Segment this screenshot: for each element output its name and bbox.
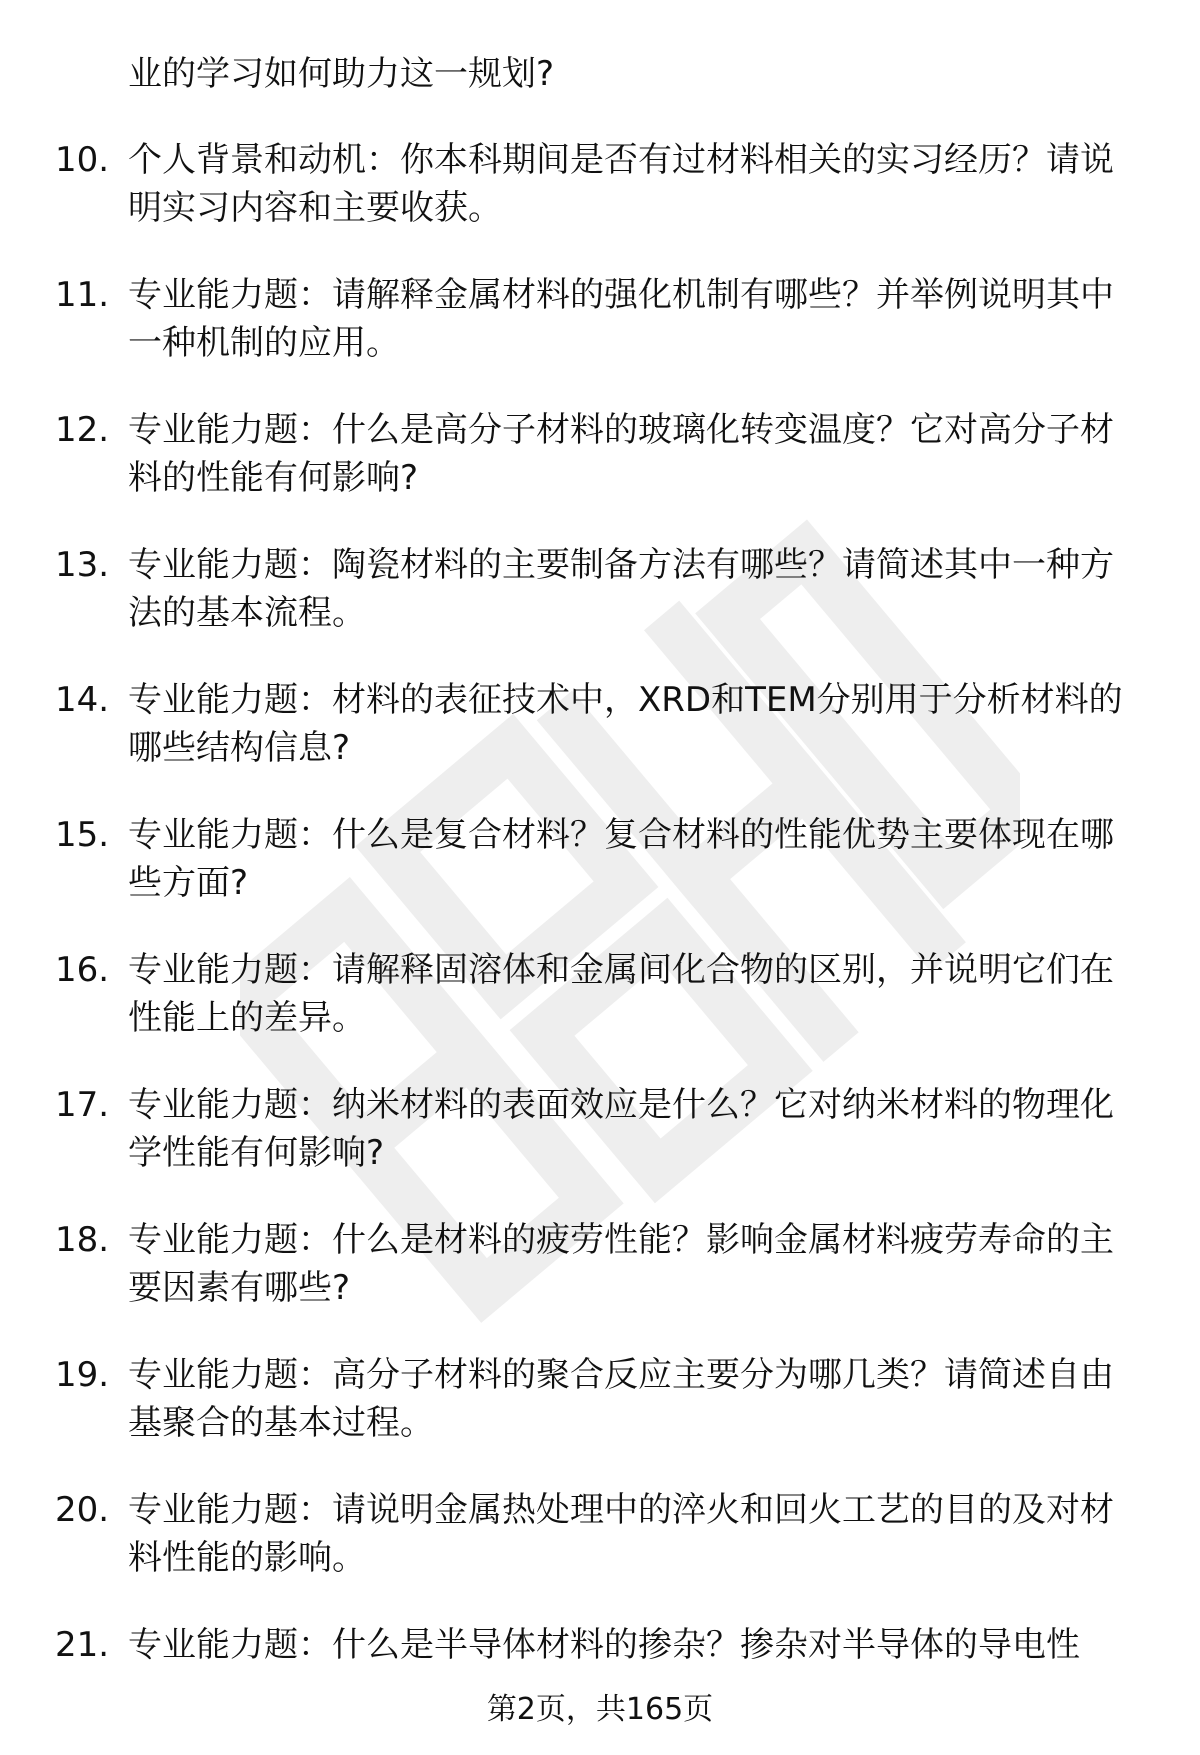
question-item [55, 676, 1155, 772]
question-number: 19. [55, 1355, 110, 1395]
question-item [55, 541, 1155, 637]
question-text: 专业能力题：什么是复合材料？复合材料的性能优势主要体现在哪些方面? [128, 815, 1114, 903]
question-number: 14. [55, 680, 110, 720]
question-text: 专业能力题：材料的表征技术中，XRD和TEM分别用于分析材料的哪些结构信息? [128, 680, 1123, 768]
question-text: 专业能力题：请解释金属材料的强化机制有哪些？并举例说明其中一种机制的应用。 [128, 275, 1114, 363]
question-number: 12. [55, 410, 110, 450]
question-text: 专业能力题：纳米材料的表面效应是什么？它对纳米材料的物理化学性能有何影响? [128, 1085, 1114, 1173]
question-item [55, 1621, 1155, 1669]
question-number: 21. [55, 1625, 110, 1665]
question-item [55, 271, 1155, 367]
question-text: 专业能力题：请说明金属热处理中的淬火和回火工艺的目的及对材料性能的影响。 [128, 1490, 1114, 1578]
question-item [55, 1351, 1155, 1447]
question-item [55, 811, 1155, 907]
question-text: 个人背景和动机：你本科期间是否有过材料相关的实习经历？请说明实习内容和主要收获。 [128, 140, 1114, 228]
question-number: 13. [55, 545, 110, 585]
question-item [55, 1486, 1155, 1582]
question-item [55, 406, 1155, 502]
question-item [55, 1081, 1155, 1177]
question-number: 10. [55, 140, 110, 180]
question-item [55, 946, 1155, 1042]
continued-question-text: 业的学习如何助力这一规划? [128, 54, 555, 94]
question-number: 18. [55, 1220, 110, 1260]
question-number: 17. [55, 1085, 110, 1125]
question-text: 专业能力题：什么是材料的疲劳性能？影响金属材料疲劳寿命的主要因素有哪些? [128, 1220, 1114, 1308]
page-footer: 第2页，共165页 [486, 1692, 714, 1727]
question-text: 专业能力题：请解释固溶体和金属间化合物的区别，并说明它们在性能上的差异。 [128, 950, 1114, 1038]
question-text: 专业能力题：什么是高分子材料的玻璃化转变温度？它对高分子材料的性能有何影响? [128, 410, 1114, 498]
question-number: 15. [55, 815, 110, 855]
question-number: 11. [55, 275, 110, 315]
question-number: 16. [55, 950, 110, 990]
question-number: 20. [55, 1490, 110, 1530]
question-item [55, 136, 1155, 232]
question-text: 专业能力题：陶瓷材料的主要制备方法有哪些？请简述其中一种方法的基本流程。 [128, 545, 1114, 633]
question-list [55, 50, 1155, 1708]
question-text: 专业能力题：什么是半导体材料的掺杂？掺杂对半导体的导电性 [128, 1625, 1080, 1665]
question-text: 专业能力题：高分子材料的聚合反应主要分为哪几类？请简述自由基聚合的基本过程。 [128, 1355, 1114, 1443]
question-item [55, 1216, 1155, 1312]
